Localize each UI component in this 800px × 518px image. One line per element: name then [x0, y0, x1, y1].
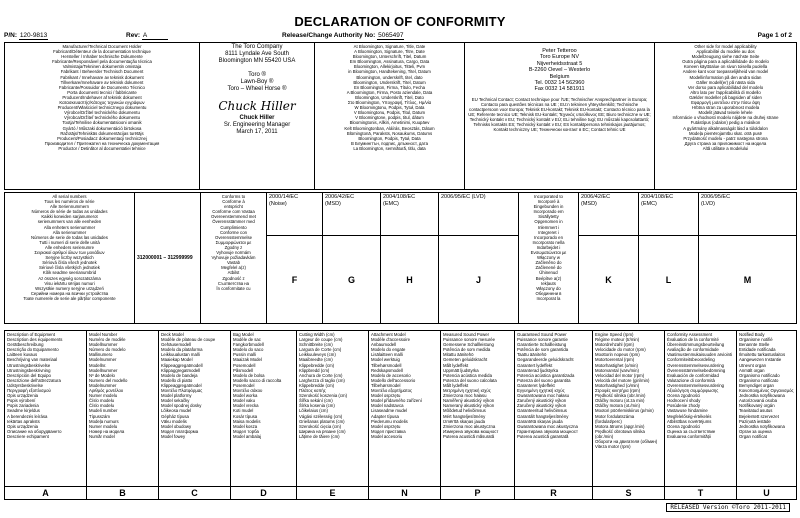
- directive-code: 2004/108/EC: [383, 194, 416, 200]
- eu-contact: Peter Tetteroo Toro Europe NV Nijverheidsstraat 5 B-2260 Oevel – Westerlo Belgium Tel. 0032 14 562960 Fax 0032 14 581911: [528, 48, 591, 93]
- directive-code: 2000/14/EC: [269, 194, 299, 200]
- header-block: [4, 42, 797, 190]
- directive-label: (MSD): [581, 200, 597, 207]
- revision: [126, 32, 168, 40]
- directive-lvd: [439, 193, 519, 236]
- authority-labels: At Bloomington, Signature, Title, Date A Bloomington, Signature, Titre, Date Bloomington, Unterschrift, Titel, Datum Em Bloomington, Assinatura, Cargo, Data Bloomington, Allekirjoitus, Titteli, Pvm in Bloomington, Handtekening, Titel, Datum Bloomington, underskrift, titel, dato Bloomington, Underskrift, Titel, Datum En Bloomington, Firma, Título, Fecha A Bloomington, Firma, Posto aziendale, Data Bloomington, Underskrift, Titel, Dato Στο Bloomington, Υπογραφή, Τίτλος, Ημ/νία W Bloomingtonu, Podpis, Tytuł, Data V Bloomingtonu, Podpis, Titul, Datum V Bloomingtone, podpis, titul, dátum Bloomingtonis, Allkiri, Ametinimi, Kuupäev Kelt Bloomingtonban, Aláírás, Beosztás, Dátum Blūmingtonā, Paraksts, Nosaukums, Datums Bloomington, Podpis, Tytuł, Data В Блумингтън, подпис, длъжност, дата La Bloomington, semnătură, titlu, data: [315, 43, 465, 190]
- column-letter-l: L: [639, 236, 699, 324]
- signature: Chuck Hiller: [218, 99, 296, 113]
- directive2-lvd: [699, 193, 797, 236]
- directive-code: 2006/95/EC: [701, 194, 731, 200]
- column-letter-a: A: [5, 487, 87, 500]
- column-letter-s: S: [593, 487, 665, 500]
- directive-code: 2004/108/EC: [641, 194, 674, 200]
- incorporated-labels: Incorporated to Incorporé à Eingebunden in Incorporado em Sisällytetty Opgenomen in Inlemmert i Integreret i Incorporado en Incorporato nella Indarbejdet i Ενσωματώνεται με Włączony w Začleněno do Začlenené do Ühinenud Beépítve a(z) Iekļauts Włączony do Обединени в Incorporat la: [519, 193, 579, 324]
- column-letter-m: M: [699, 236, 797, 324]
- company-address: The Toro Company 8111 Lyndale Ave South Bloomington MN 55420 USA Toro ® Lawn-Boy ® Toro – Wheel Horse ®: [218, 44, 296, 92]
- manufacturer-labels: Manufacturer/Technical Document Holder Fabricant/Détenteur de la documentation technique Hersteller / Inhaber technische Dokumente Fabricante/Responsável pela documentação técnica Valmistaja/Tekninen dokumentin omistaja Fabrikant / Beheerder Technisch Document Fabrikant / Innehavare av teknisk dokument Tillverkare/Innehavare av teknisk dokument Fabricante/Possuidor de Documento Técnico Porta documenti tecnici / fabbricante Producent/Indehaver af teknisk dokument Κατασκευαστής/Κάτοχος τεχνικών εγγράφων Producent/Właściciel technicznego dokumentu Výrobce/Držitel technického dokumentu Výrobca/Držiteľ technického dokumentu Tootja/Tehnilise dokumentatsiooni omanik Gyártó / Műszaki dokumentáció birtokosa Ražotājs/Tehniskās dokumentācijas turētājs Producent/Posiadacz dokumentacji technicznej Производител / Притежател на техническа документация Productor / Detinător al documentatiei tehnice: [5, 43, 200, 190]
- column-letter-u: U: [737, 487, 797, 500]
- column-text-u: Notified Body Organisme notifié Benannte Stelle Entidade notificada Ilmoitettu tarkastuslaitos Aangewezen Instantie Utnevnt organ Anmält organ Organismo notificado Organismo notificato Bemyndiget organ Κοινοποιημένος Οργανισμός Jednostka notyfikowana Autorizovaná osoba Notifikovaný orgán Teavitatud asutus Bejelentett szervezet Paziņotā iestāde Jednostka notyfikowana Орган за оценка Organ notificat: [737, 331, 797, 487]
- directive-msd: [323, 193, 381, 236]
- column-letter-n: N: [369, 487, 441, 500]
- column-letter-e: E: [297, 487, 369, 500]
- directive2-msd: [579, 193, 639, 236]
- column-text-e: Cutting Width (cm) Largeur de coupe (cm) Schnittbreite (cm) Largura de Corte (cm) Leikkuuleveys (cm) Maaibreedte (cm) Klippebredde (cm) Klippbredd (cm) Anchura de Corte (cm) Larghezza di taglio (cm) Klippebredde (cm) Πλάτος κοπής Szerokość koszenia (cm) Šířka sekání (cm) Šírka kosenia (cm) Lõikelaius (cm) Vágási szélesség (cm) Griešanas platums (cm) Szerokość cięcia (cm) Ширина на рязане (cm) Lățime de tăiere (cm): [297, 331, 369, 487]
- other-side-labels: Other side for model applicability Applicabilité du modèle au dos Modellzeugung siehe nächste Seite Outra página para a aplicabilidade do modelo Koneen käyttöalue on sivun toisella puolella Andere kant voor toepasselijkheid van model Modellinformation på den andra sidan Gäller modell(er) på nästa sida Ver dorso para aplicabilidad del modelo Altro lato per l'applicabilità di modello Gælder modeller på bagsiden af siden Εφαρμογή μοντέλου στην πίσω όψη Hrbtna stran za uporabnost modela Modelit jäävad teisele lehele Informácie o vhodnosti modelu nájdete na druhej strane Futástípus (odalon) pedig a másikon A gyártmány alkalmasságát lásd a túloldalon Modeļa piemērojamību skat. otrā pusē Przydatność modelu - patrz następna strona Друга страна за приложимост на модела Altă utilitate a modelului: [655, 43, 797, 190]
- directive-label: (Noise): [269, 200, 287, 207]
- part-number: [4, 32, 48, 40]
- eu-contact-labels: EU Technical Contact; Contact technique pour l'UE; Technischer Ansprechpartner in Europa; Contacto para questões técnicas na UE ; EU:n tekninen yhteyshenkilö; Technische contactpersoon voor Europa; Teknisk EU-kontakt; Teknisk EU-kontakt; Contacto técnico para la UE; Referente tecnico UE; Teknisk EU-kontakt; Τεχνικός υπεύθυνος ΕΕ; Biuro techniczne w UE; Technický kontakt v EU; Technický kontakt v EÚ; ELi tehniline tugi; EU műszaki kapcsolattartó; Tehnisks kontakts ES; Technický kontakt v EU; ES kontaktpersona tehniskajos jautājumos; Kontakt techniczny UE; Технически контакт в ЕС; Contact tehnic UE: [468, 96, 651, 133]
- pn-value: 120-9813: [19, 32, 48, 39]
- column-text-a: Description of Equipment Description des équipements Gerätbeschreibung Descrição do Equipamento Laitteen kuvaus Beschrijving van materiaal Utrustningsbeskrivelse Utrustningsbeskrivning Descripción del Equipo Descrizione dell'attrezzatura Udstyrsbeskrivelse Περιγραφή εξοπλισμού Opis urządzenia Popis výrobení Popis zariadenia Seadme kirjeldus A berendezés leírása Iekārtas apraksts Opis urządzenia Описание на оборудването Descriere echipament: [5, 331, 87, 487]
- column-letter-k: K: [579, 236, 639, 324]
- pn-label: P/N:: [4, 32, 17, 39]
- directive-label: (EMC): [641, 200, 657, 207]
- eu-contact-cell: [465, 43, 655, 190]
- company-cell: [200, 43, 315, 190]
- column-text-r: Guaranteed Sound Power Puissance sonore garantie Garantierte Schallleistung Potência de som garantida Taattu äänitehö Gegarandeerde geluidskracht Garantert lydeffekt Garanterad ljudstyrka Potencia acústica garantizada Potenza del suono garantita Garanteret lydeffekt Εγγυημένη ηχητική ισχύς Gwarantowana moc hałasu Zaručený akustický výkon Zaručený akustický výkon Garanteeritud helivõimsus Garantált hangteljesítmény Garantētā skaņas jauda Gwarantowana moc akustyczna Гарантирана звукова мощност Puterea acustică garantată: [515, 331, 593, 487]
- column-letter-p: P: [441, 487, 515, 500]
- directive-code: 2006/95/EC (LVD): [441, 194, 486, 200]
- conformity-block: [4, 192, 797, 324]
- column-legend-table: [4, 330, 797, 500]
- release-footer: RELEASED Version ©Toro 2011-2011: [666, 503, 790, 512]
- directive2-emc: [639, 193, 699, 236]
- release-label: Release/Change Authority No:: [282, 32, 376, 39]
- column-letter-t: T: [665, 487, 737, 500]
- directive-noise: [267, 193, 323, 236]
- column-letter-d: D: [231, 487, 297, 500]
- column-text-n: Attachment Model Modèle d'accessoire Anbaumodell Modelo do engate Lisälaitteen malli Model werktuig Tilbehørsmodell Redskapsmodell Modelo de accesorio Modello dell'accessorio Tilbehørsmodel Μοντέλο εξαρτήματος Model osprzętu Model přídavného zařízení Model nadstavca Lisaseadme mudel Adapter típusa Piederumu modelis Model osprzętu Модел приставка Model accesoriu: [369, 331, 441, 487]
- serial-range: 312000001 – 312999999: [135, 193, 201, 324]
- directive-label: (LVD): [701, 200, 715, 207]
- signer-name: Chuck Hiller: [239, 115, 275, 121]
- column-text-s: Engine Speed (rpm) Régime moteur (tr/min) Motordrehzahl (rpm) Velocidade do motor (rpm) Moottorin nopeus (rpm) Motortoerental (rpm) Motorhastighet (o/min) Motorvarvtal (varv/min) Velocidad del motor (rpm) Velocità del motore (giri/min) Motorhastighed (o/min) Στροφές κινητήρα (rpm) Prędkość silnika (obr./min) Otáčky motoru (ot.za min) Otáčky motora (ot./min) Mootori pöörlemiskiirus (p/min) Motor fordulatszáma (fordulat/perc) Motora ātrums (apgr./min) Prędkość obrotowa silnika (obr./min) Обороти на двигателя (об/мин) Viteza motor (rpm): [593, 331, 665, 487]
- document-title: DECLARATION OF CONFORMITY: [294, 14, 506, 29]
- column-text-p: Measured Sound Power Puissance sonore mesurée Gemessene Schallleistung Potência de som medida Mitattu äänitehö Gemeten geluidskracht Målt lydeffekt Uppmätt ljudstyrka Potencia acústica medida Potenza del suono calcolata Målt lydeffekt Μετρημένη ηχητική ισχύς Zmierzona moc hałasu Naměřený akustický výkon Nameraný akustický výkon Mõõdetud helivõimsus Mért hangteljesítmény Izmērītā skaņas jauda Zmierzona moc akustyczna Измерена звукова мощност Puterea acustică măsurată: [441, 331, 515, 487]
- signature-date: March 17, 2011: [236, 129, 278, 135]
- column-text-d: Bag Model Modèle de sac Fangkorbmodell Modelo do saco Pussin malli Maaizak Model Posemodell Påsmodell Modelo de bolsa Modello sacco di raccolta Posemodel Μοντέλο σάκου Model worka Model vaku Model vrecka Koti mudel Kosár típusa Maisa modelis Model kosza Модел торба Model ambalaj: [231, 331, 297, 487]
- rev-label: Rev:: [126, 32, 141, 39]
- release-authority: [282, 32, 404, 40]
- conformity-labels: Conforms to Conforme à entspricht Conforme com Vastaa Overeenstemmend met Överensstämmer med Cumplimiento Conforme con Overensstemmelse Συμμορφώνεται με Zgodny z Vyhovuje normám Vyhovuje požiadavkám Vastab Megfelel a(z) Atbilst Zgodność z Съответства на În conformitate cu: [201, 193, 267, 324]
- release-value: 5065497: [378, 32, 404, 39]
- column-letter-g: G: [323, 236, 381, 324]
- column-letter-f: F: [267, 236, 323, 324]
- column-text-t: Conformity Assessment Évaluation de la conformité Übereinstimmungsbeurteilung Avaliação de conformidade Vaatimustenmukaisuuden arviointi Conformiteitsbeoordeling Overensstemmelsesvurdering Överensstämmelsebedömning Evaluación de conformidad Valutazione di conformità Overensstemmelsesvurdering Αξιολόγηση συμμόρφωσης Ocena zgodności Hodnocení shody Posúdenie zhody Vastavuse hindamine Megfelelőség-értékelés Atbilstības novērtējums Ocena zgodności Оценка за съответствие Evaluarea conformității: [665, 331, 737, 487]
- page-indicator: Page 1 of 2: [757, 32, 792, 39]
- rev-value: A: [142, 32, 168, 40]
- column-text-c: Deck Model Modèle de plateau de coupe Gehäusemodell Modelo da plataforma Leikkuualustan malli Maaiekap Model Klippeaggregatmodell Klippaggregatmodell Modelo de bandeja Modello di piatto Klippeaggregatmodel Μοντέλο Πλατφόρμας Model platformy Model sekačky Model spodnej dosky Lõikeosa mudel Gépház típusa Vāku modelis Model obudowy Модел платформа Model fowey: [159, 331, 231, 487]
- directive-code: 2006/42/EC: [325, 194, 355, 200]
- column-letter-c: C: [159, 487, 231, 500]
- directive-label: (MSD): [325, 200, 341, 207]
- column-letter-b: B: [87, 487, 159, 500]
- column-letter-r: R: [515, 487, 593, 500]
- column-text-b: Model Number Numéro de modèle Modellnummer Número do modelo Mallinumero Modelnummer Modellnr. Modellnummer Nº de Modelo Numero del modello Modelnummer Αριθμός μοντέλου Numer modelu Číslo modelu Číslo modelu Mudeli number Típusszám Modeļa numurs Numer modelu Номер на модела Număr model: [87, 331, 159, 487]
- directive-code: 2006/42/EC: [581, 194, 611, 200]
- column-letter-h: H: [381, 236, 439, 324]
- signer-title: Sr. Engineering Manager: [223, 122, 291, 128]
- directive-emc: [381, 193, 439, 236]
- column-letter-j: J: [439, 236, 519, 324]
- serial-labels: All serial numbers Tous les numéros de série Alle Seriennummern Números de série de todas as unidades Kaikki koneiden sarjanumerot serienummers van alle eenheden Alla enheters serienummer Alla serienummer Números de serie de todas las unidades Tutti i numeri di serie delle unità Alle enheders serienumre Σειριακοί αριθμοί όλων των μονάδων Seryjne liczby wszystkich Sériová čísla všech jednotek Sériové čísla všetkých jednotiek Kõik seadme seerianumbrid Az összes egység sorozatszáma Visu iekārtu sērijas numuri Wszystkie numery seryjne urządzeń Серийни номера на всички устройства Toate numerele de serie ale părților componente: [5, 193, 135, 324]
- directive-label: (EMC): [383, 200, 399, 207]
